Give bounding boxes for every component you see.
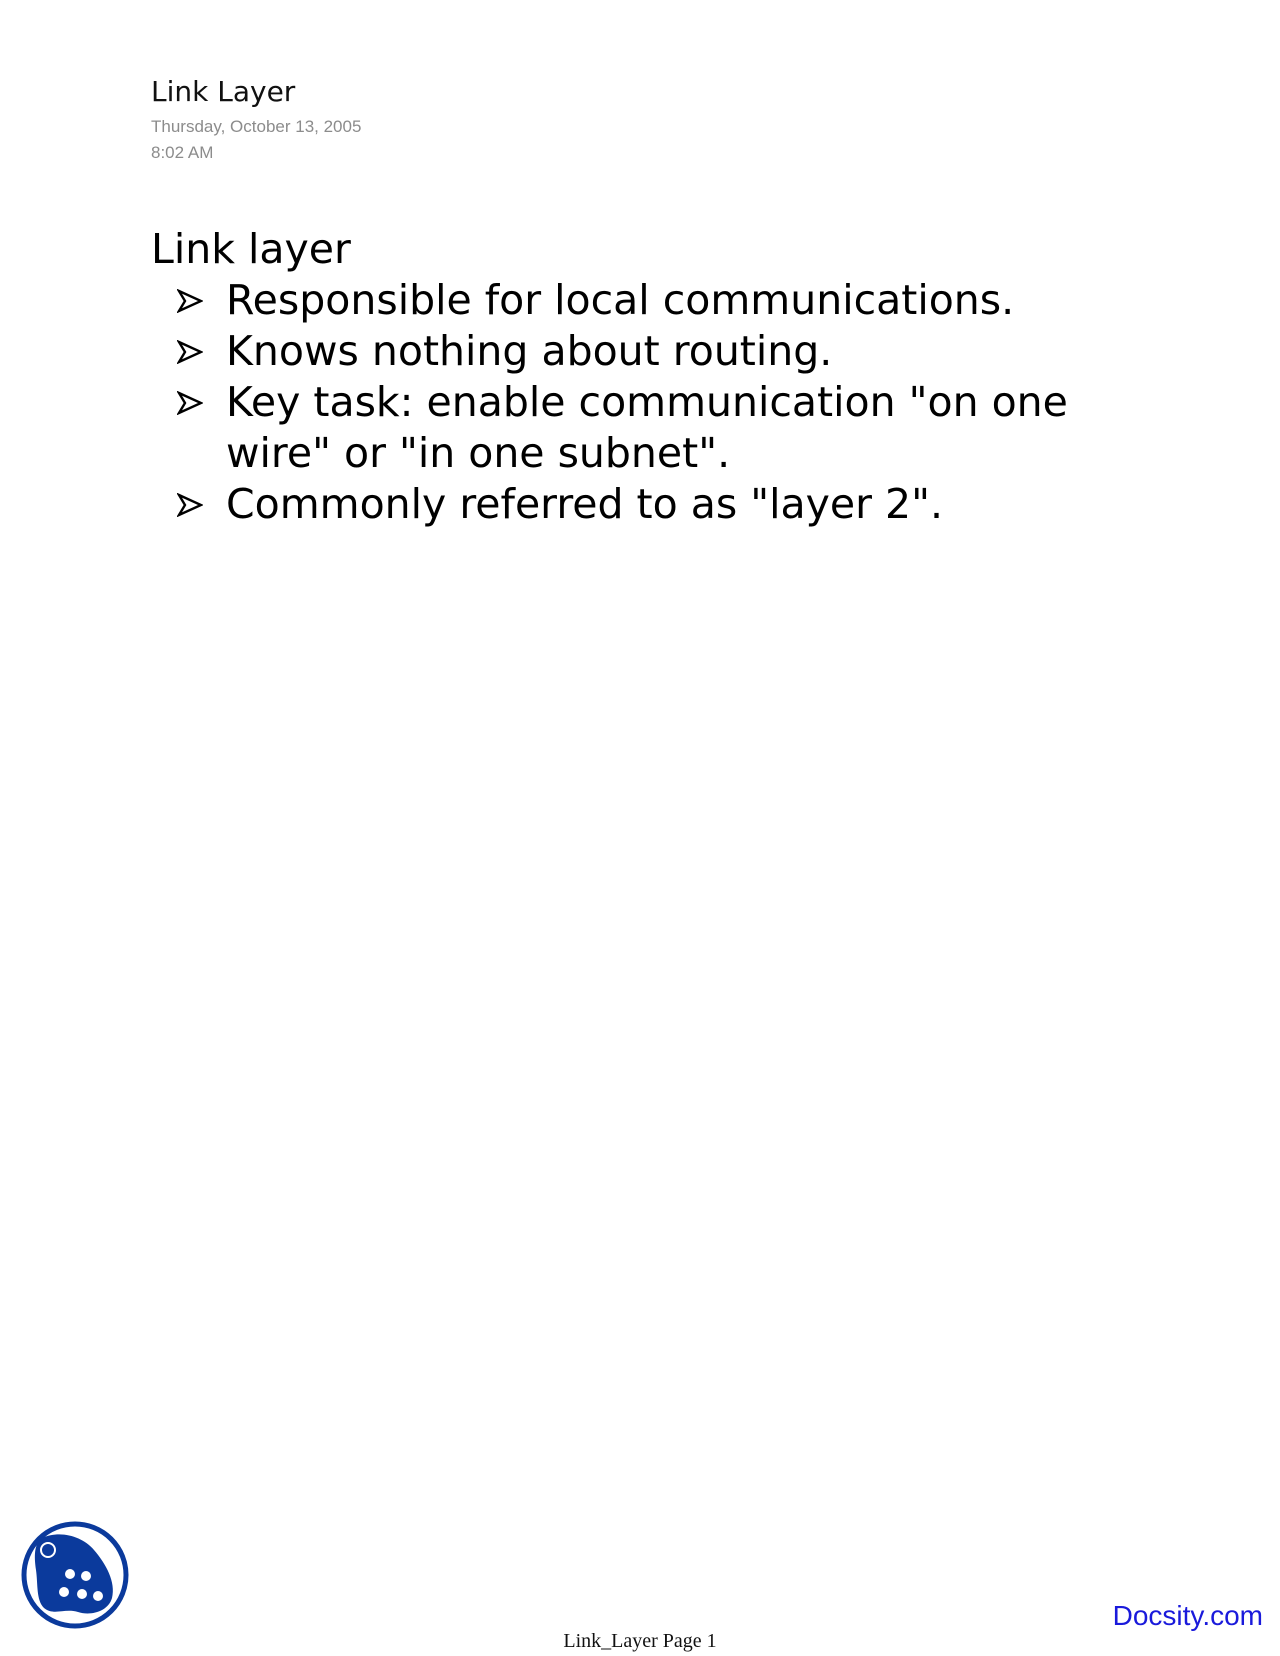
list-item <box>177 326 1151 377</box>
note-header <box>151 74 361 166</box>
arrowhead-bullet-icon <box>177 479 226 530</box>
section-heading: Link layer <box>151 225 351 273</box>
bullet-list <box>151 275 1151 530</box>
bullet-text: Knows nothing about routing. <box>226 327 833 375</box>
list-item <box>177 479 1151 530</box>
note-content <box>151 223 1151 530</box>
bullet-text: Key task: enable communication "on one wire" or "in one subnet". <box>226 378 1068 477</box>
bullet-text: Responsible for local communications. <box>226 276 1015 324</box>
note-time: 8:02 AM <box>151 143 214 162</box>
docsity-brand-link[interactable]: Docsity.com <box>1112 1600 1263 1631</box>
arrowhead-bullet-icon <box>177 377 226 428</box>
note-timestamp <box>151 114 361 166</box>
arrowhead-bullet-icon <box>177 326 226 377</box>
bullet-text: Commonly referred to as "layer 2". <box>226 480 943 528</box>
docsity-logo-icon[interactable] <box>20 1520 130 1630</box>
note-date: Thursday, October 13, 2005 <box>151 117 362 136</box>
arrowhead-bullet-icon <box>177 275 226 326</box>
page-footer: Link_Layer Page 1 <box>563 1630 717 1652</box>
note-title: Link Layer <box>151 75 296 108</box>
list-item <box>177 377 1151 479</box>
list-item <box>177 275 1151 326</box>
